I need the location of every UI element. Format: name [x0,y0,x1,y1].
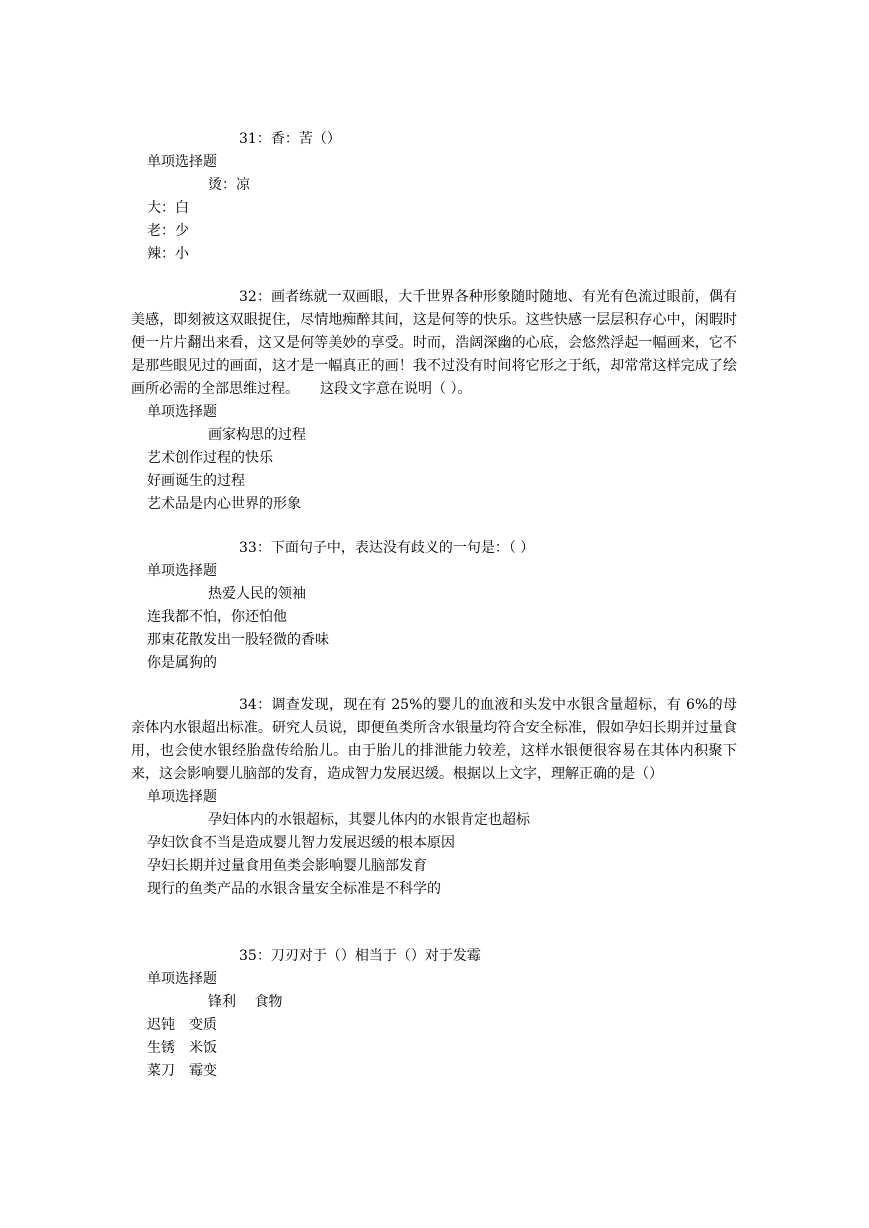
question-31 [131,128,737,266]
option-c: 孕妇长期并过量食用鱼类会影响婴儿脑部发育 [147,858,427,874]
question-stem: 31：香：苦（） [239,131,341,147]
question-35 [131,945,737,1083]
option-a: 锋利 食物 [208,994,283,1010]
option-b: 大：白 [147,200,189,216]
question-stem: 34：调查发现，现在有 25%的婴儿的血液和头发中水银含量超标，有 6%的母亲体内水银超出标准。研究人员说，即便鱼类所含水银量均符合安全标准，假如孕妇长期并过量食用，也会使水银经胎盘传给胎儿。由于胎儿的排泄能力较差，这样水银便很容易在其体内积聚下来，这会影响婴儿脑部的发育，造成智力发展迟缓。根据以上文字，理解正确的是（） [131,697,737,782]
question-type: 单项选择题 [147,563,217,579]
question-stem: 35：刀刃对于（）相当于（）对于发霉 [239,948,481,964]
option-d: 辣：小 [147,246,189,262]
option-c: 好画诞生的过程 [147,473,245,489]
option-a: 烫：凉 [208,177,250,193]
question-type: 单项选择题 [147,154,217,170]
question-32 [131,286,737,516]
option-b: 孕妇饮食不当是造成婴儿智力发展迟缓的根本原因 [147,835,455,851]
option-d: 艺术品是内心世界的形象 [147,496,301,512]
option-c: 那束花散发出一股轻微的香味 [147,632,329,648]
question-type: 单项选择题 [147,789,217,805]
option-d: 菜刀 霉变 [147,1063,217,1079]
question-type: 单项选择题 [147,971,217,987]
option-d: 现行的鱼类产品的水银含量安全标准是不科学的 [147,881,441,897]
option-a: 画家构思的过程 [208,427,306,443]
question-34 [131,694,737,901]
option-c: 生锈 米饭 [147,1040,217,1056]
option-b: 连我都不怕，你还怕他 [147,609,287,625]
question-stem: 33：下面句子中，表达没有歧义的一句是：（ ） [239,540,535,556]
question-33 [131,537,737,675]
option-a: 孕妇体内的水银超标，其婴儿体内的水银肯定也超标 [208,812,530,828]
option-a: 热爱人民的领袖 [208,586,306,602]
option-d: 你是属狗的 [147,655,217,671]
question-stem: 32：画者练就一双画眼，大千世界各种形象随时随地、有光有色流过眼前，偶有美感，即刻被这双眼捉住，尽情地痴醉其间，这是何等的快乐。这些快感一层层积存心中，闲暇时便一片片翻出来看，这又是何等美妙的享受。时而，浩阔深幽的心底，会悠然浮起一幅画来，它不是那些眼见过的画面，这才是一幅真正的画！我不过没有时间将它形之于纸，却常常这样完成了绘画所必需的全部思维过程。 这段文字意在说明（ ）。 [131,289,737,397]
question-type: 单项选择题 [147,404,217,420]
option-b: 艺术创作过程的快乐 [147,450,273,466]
option-b: 迟钝 变质 [147,1017,217,1033]
option-c: 老：少 [147,223,189,239]
